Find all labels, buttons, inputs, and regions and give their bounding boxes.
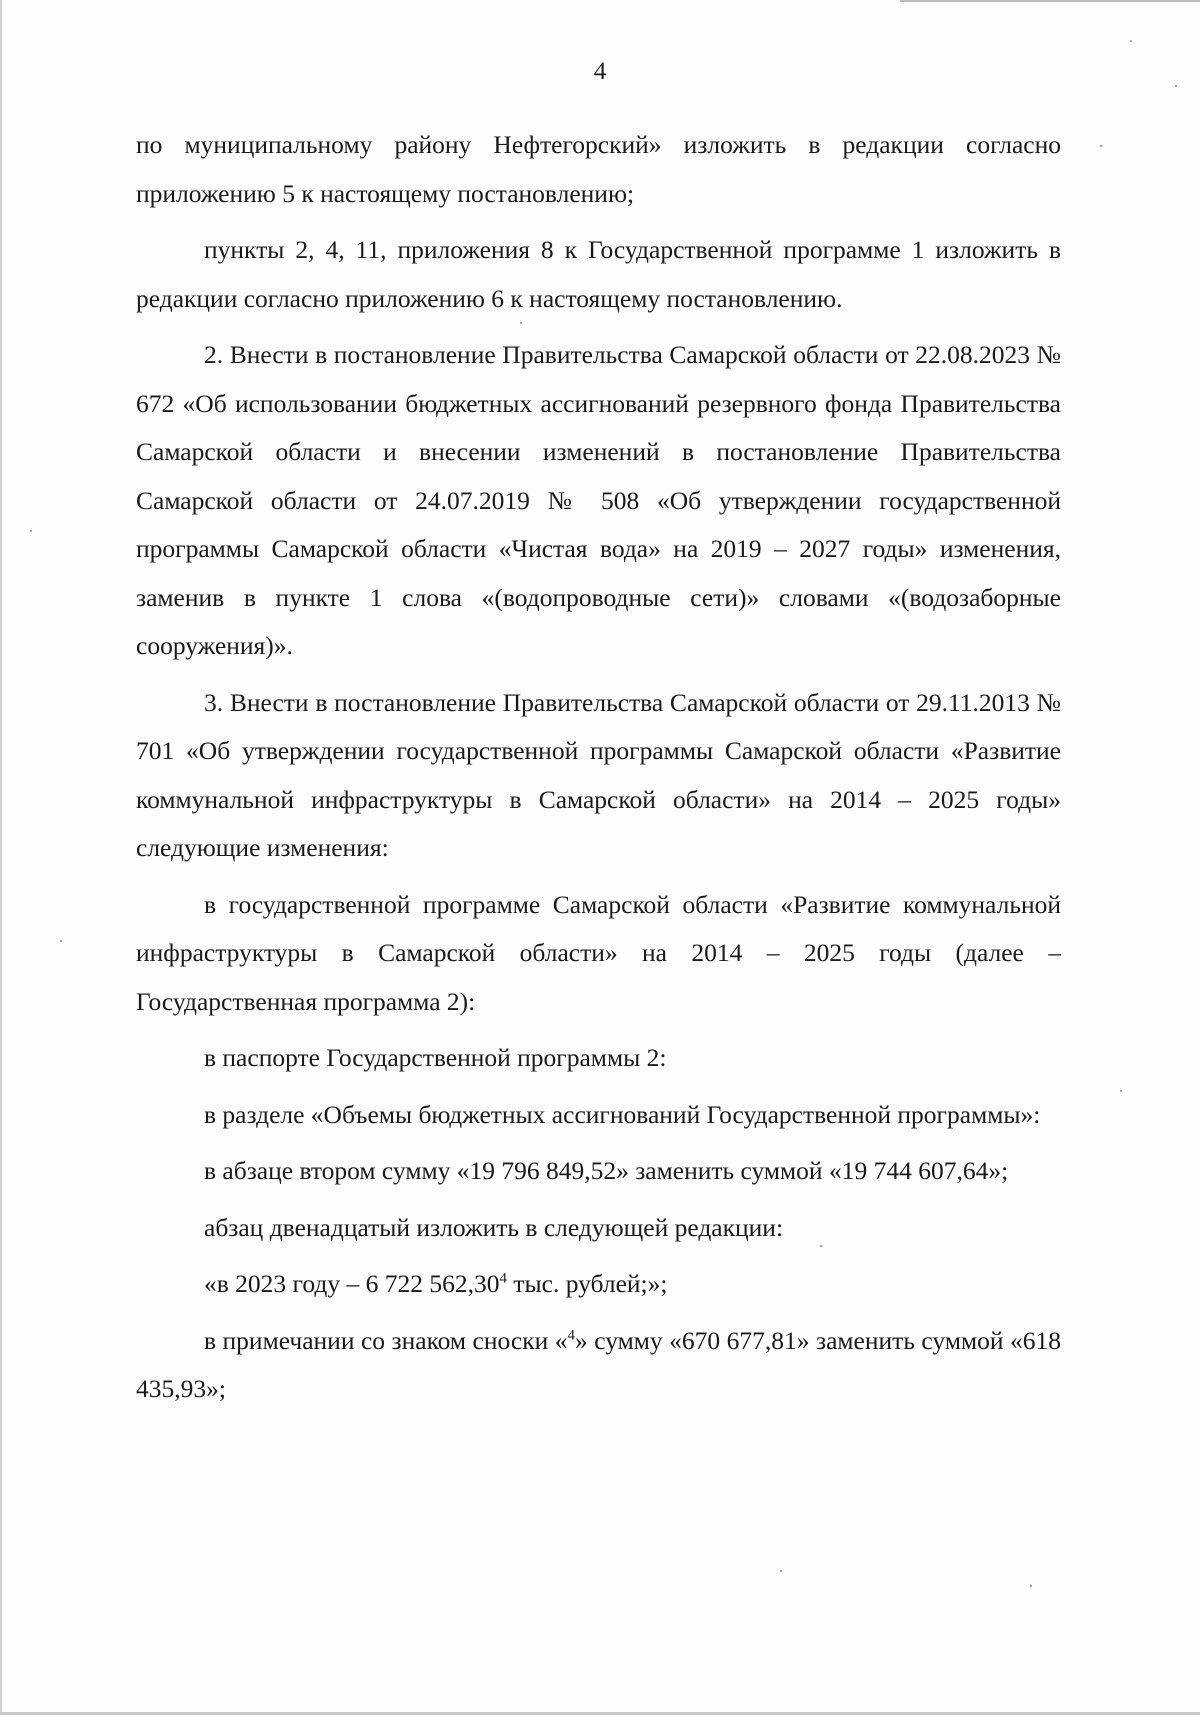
scan-speck bbox=[1030, 1585, 1032, 1587]
paragraph: в разделе «Объемы бюджетных ассигнований Государственной программы»: bbox=[204, 1099, 1041, 1129]
paragraph-text: в примечании со знаком сноски « bbox=[204, 1325, 568, 1355]
paragraph: в паспорте Государственной программы 2: bbox=[204, 1043, 667, 1072]
paragraph: 3. Внести в постановление Правительства Самарской области от 29.11.2013 № 701 «Об утверждении государственной программы Самарской области «Развитие коммунальной инфраструктуры в Самарской области» на 2014 – 2025 годы» следующие изменения: bbox=[136, 687, 1061, 862]
scan-speck bbox=[60, 940, 62, 942]
footnote-mark: 4 bbox=[499, 1270, 507, 1287]
scan-speck bbox=[780, 1570, 782, 1572]
scan-edge-left bbox=[0, 0, 2, 1715]
paragraph: пункты 2, 4, 11, приложения 8 к Государственной программе 1 изложить в редакции согласно приложению 6 к настоящему постановлению. bbox=[136, 235, 1061, 313]
scan-speck bbox=[1130, 40, 1132, 42]
scan-edge-top bbox=[900, 0, 1200, 2]
scan-speck bbox=[30, 530, 32, 532]
scan-speck bbox=[1120, 1090, 1122, 1092]
paragraph bbox=[136, 1317, 1061, 1414]
page-number: 4 bbox=[593, 58, 607, 85]
paragraph: в абзаце втором сумму «19 796 849,52» заменить суммой «19 744 607,64»; bbox=[204, 1156, 1009, 1185]
paragraph-text: » сумму «670 677,81» заменить суммой «618 435,93»; bbox=[136, 1325, 1061, 1403]
paragraph bbox=[136, 1260, 1061, 1309]
document-body bbox=[136, 121, 1061, 1414]
scan-speck bbox=[1100, 145, 1102, 147]
paragraph: абзац двенадцатый изложить в следующей редакции: bbox=[204, 1212, 784, 1242]
paragraph-text: «в 2023 году – 6 722 562,30 bbox=[204, 1269, 500, 1298]
paragraph-text: тыс. рублей;»; bbox=[506, 1269, 668, 1298]
footnote-mark: 4 bbox=[567, 1327, 576, 1343]
paragraph: в государственной программе Самарской области «Развитие коммунальной инфраструктуры в Самарской области» на 2014 – 2025 годы (далее – Государственная программа 2): bbox=[136, 889, 1061, 1016]
paragraph: по муниципальному району Нефтегорский» изложить в редакции согласно приложению 5 к настоящему постановлению; bbox=[136, 130, 1061, 208]
paragraph: 2. Внести в постановление Правительства Самарской области от 22.08.2023 № 672 «Об использовании бюджетных ассигнований резервного фонда Правительства Самарской области и внесении изменений в постановление Правительства Самарской области от 24.07.2019 № 508 «Об утверждении государственной программы Самарской области «Чистая вода» на 2019 – 2027 годы» изменения, заменив в пункте 1 слова «(водопроводные сети)» словами «(водозаборные сооружения)». bbox=[136, 340, 1061, 660]
